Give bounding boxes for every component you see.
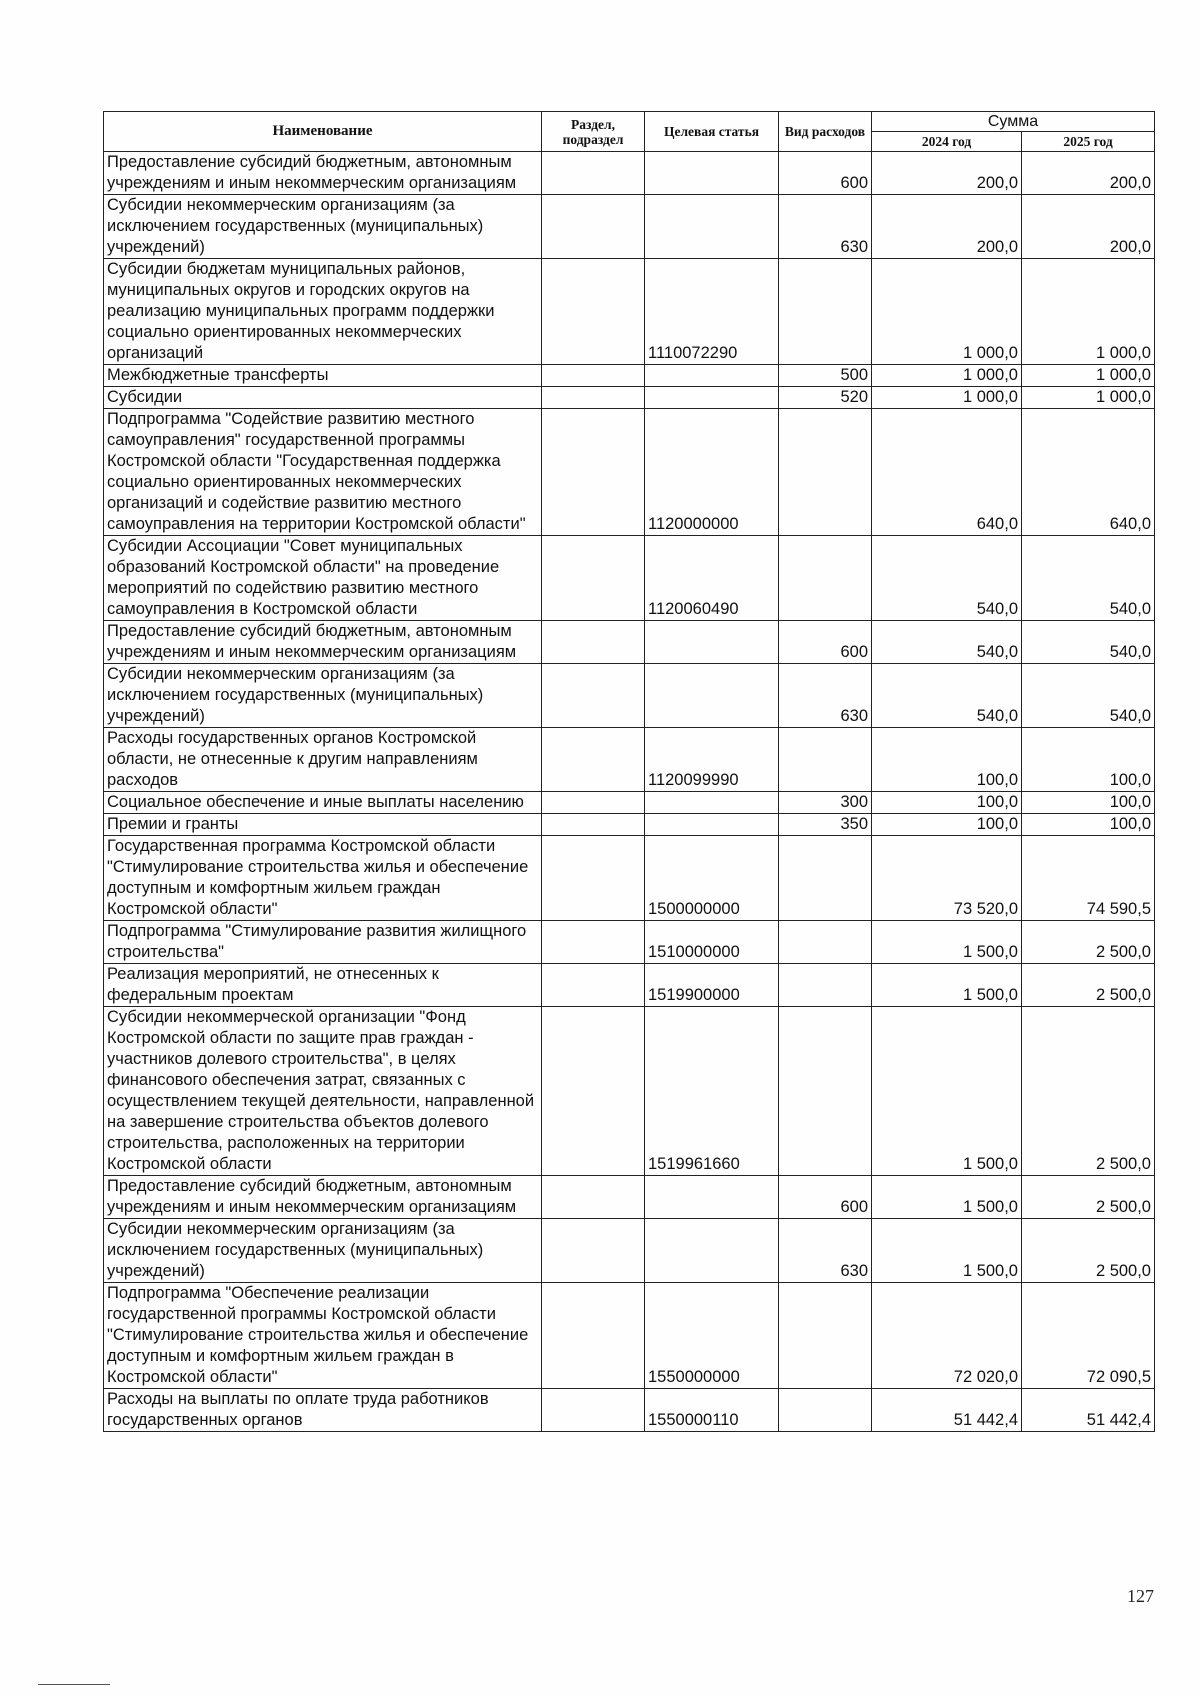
row-section: [542, 1219, 645, 1283]
header-kind: Вид расходов: [779, 112, 872, 152]
row-section: [542, 621, 645, 664]
row-section: [542, 814, 645, 836]
row-section: [542, 836, 645, 921]
row-name: Субсидии некоммерческим организациям (за исключением государственных (муниципальных) учреждений): [104, 195, 542, 259]
row-target-code: [645, 621, 779, 664]
row-name: Субсидии Ассоциации "Совет муниципальных образований Костромской области" на проведение мероприятий по содействию развитию местного самоуправления в Костромской области: [104, 536, 542, 621]
row-sum-2024: 1 000,0: [872, 387, 1022, 409]
row-name: Подпрограмма "Содействие развитию местного самоуправления" государственной программы Костромской области "Государственная поддержка социально ориентированных некоммерческих организаций и содействие развитию местного самоуправления на территории Костромской области": [104, 409, 542, 536]
row-name: Реализация мероприятий, не отнесенных к федеральным проектам: [104, 964, 542, 1007]
header-section: Раздел, подраздел: [542, 112, 645, 152]
row-expense-kind: [779, 1283, 872, 1389]
row-sum-2024: 100,0: [872, 814, 1022, 836]
row-name: Субсидии: [104, 387, 542, 409]
row-sum-2024: 1 000,0: [872, 365, 1022, 387]
row-target-code: [645, 792, 779, 814]
table-row: [104, 536, 1155, 621]
row-target-code: [645, 387, 779, 409]
row-sum-2024: 200,0: [872, 152, 1022, 195]
table-row: [104, 836, 1155, 921]
row-expense-kind: 630: [779, 195, 872, 259]
row-sum-2024: 100,0: [872, 728, 1022, 792]
row-target-code: [645, 814, 779, 836]
row-section: [542, 728, 645, 792]
table-row: [104, 152, 1155, 195]
row-expense-kind: 520: [779, 387, 872, 409]
row-sum-2025: 74 590,5: [1022, 836, 1155, 921]
row-expense-kind: [779, 259, 872, 365]
table-row: [104, 1219, 1155, 1283]
table-row: [104, 814, 1155, 836]
header-target: Целевая статья: [645, 112, 779, 152]
row-expense-kind: [779, 409, 872, 536]
row-sum-2025: 100,0: [1022, 792, 1155, 814]
row-sum-2025: 540,0: [1022, 664, 1155, 728]
row-expense-kind: 600: [779, 152, 872, 195]
row-section: [542, 387, 645, 409]
row-name: Социальное обеспечение и иные выплаты населению: [104, 792, 542, 814]
row-sum-2024: 1 500,0: [872, 1219, 1022, 1283]
row-target-code: 1120000000: [645, 409, 779, 536]
row-name: Премии и гранты: [104, 814, 542, 836]
budget-table: [103, 111, 1155, 1432]
row-sum-2024: 1 500,0: [872, 1007, 1022, 1176]
row-target-code: 1500000000: [645, 836, 779, 921]
header-year-2024: 2024 год: [872, 132, 1022, 152]
row-name: Государственная программа Костромской области "Стимулирование строительства жилья и обеспечение доступным и комфортным жильем граждан Костромской области": [104, 836, 542, 921]
row-name: Предоставление субсидий бюджетным, автономным учреждениям и иным некоммерческим организациям: [104, 621, 542, 664]
row-sum-2025: 2 500,0: [1022, 1219, 1155, 1283]
table-row: [104, 728, 1155, 792]
row-expense-kind: 600: [779, 1176, 872, 1219]
row-sum-2025: 2 500,0: [1022, 921, 1155, 964]
row-sum-2025: 200,0: [1022, 152, 1155, 195]
table-row: [104, 195, 1155, 259]
row-section: [542, 1176, 645, 1219]
header-name: Наименование: [104, 112, 542, 152]
row-sum-2025: 2 500,0: [1022, 964, 1155, 1007]
row-sum-2024: 540,0: [872, 536, 1022, 621]
row-sum-2024: 540,0: [872, 664, 1022, 728]
row-target-code: 1110072290: [645, 259, 779, 365]
row-sum-2024: 73 520,0: [872, 836, 1022, 921]
table-header: [104, 112, 1155, 152]
row-expense-kind: 630: [779, 1219, 872, 1283]
row-expense-kind: [779, 964, 872, 1007]
row-section: [542, 921, 645, 964]
row-name: Расходы государственных органов Костромской области, не отнесенные к другим направлениям расходов: [104, 728, 542, 792]
table-row: [104, 1283, 1155, 1389]
row-sum-2024: 640,0: [872, 409, 1022, 536]
row-sum-2025: 100,0: [1022, 728, 1155, 792]
row-section: [542, 964, 645, 1007]
table-row: [104, 792, 1155, 814]
row-target-code: [645, 1176, 779, 1219]
table-row: [104, 409, 1155, 536]
row-sum-2025: 640,0: [1022, 409, 1155, 536]
row-target-code: 1519961660: [645, 1007, 779, 1176]
row-section: [542, 409, 645, 536]
table-row: [104, 1389, 1155, 1432]
row-sum-2025: 1 000,0: [1022, 387, 1155, 409]
row-expense-kind: [779, 536, 872, 621]
row-section: [542, 1283, 645, 1389]
table-row: [104, 1007, 1155, 1176]
row-sum-2024: 1 500,0: [872, 964, 1022, 1007]
table-row: [104, 387, 1155, 409]
row-section: [542, 152, 645, 195]
row-sum-2024: 72 020,0: [872, 1283, 1022, 1389]
row-section: [542, 1007, 645, 1176]
row-sum-2024: 1 000,0: [872, 259, 1022, 365]
row-name: Межбюджетные трансферты: [104, 365, 542, 387]
row-section: [542, 664, 645, 728]
row-sum-2025: 51 442,4: [1022, 1389, 1155, 1432]
row-expense-kind: 300: [779, 792, 872, 814]
header-year-2025: 2025 год: [1022, 132, 1155, 152]
row-sum-2024: 100,0: [872, 792, 1022, 814]
row-sum-2025: 200,0: [1022, 195, 1155, 259]
row-name: Субсидии некоммерческим организациям (за исключением государственных (муниципальных) учреждений): [104, 664, 542, 728]
row-expense-kind: [779, 1389, 872, 1432]
row-sum-2024: 200,0: [872, 195, 1022, 259]
row-name: Подпрограмма "Обеспечение реализации государственной программы Костромской области "Стимулирование строительства жилья и обеспечение доступным и комфортным жильем граждан в Костромской области": [104, 1283, 542, 1389]
table-row: [104, 664, 1155, 728]
row-sum-2024: 1 500,0: [872, 921, 1022, 964]
row-expense-kind: [779, 836, 872, 921]
row-sum-2025: 1 000,0: [1022, 259, 1155, 365]
row-expense-kind: [779, 728, 872, 792]
page-number: 127: [1127, 1586, 1154, 1606]
row-section: [542, 792, 645, 814]
row-expense-kind: 600: [779, 621, 872, 664]
row-expense-kind: [779, 1007, 872, 1176]
row-target-code: 1519900000: [645, 964, 779, 1007]
table-row: [104, 1176, 1155, 1219]
table-row: [104, 621, 1155, 664]
row-section: [542, 365, 645, 387]
row-target-code: 1510000000: [645, 921, 779, 964]
row-section: [542, 1389, 645, 1432]
row-sum-2025: 2 500,0: [1022, 1176, 1155, 1219]
row-name: Расходы на выплаты по оплате труда работников государственных органов: [104, 1389, 542, 1432]
table-body: [104, 152, 1155, 1432]
row-sum-2024: 540,0: [872, 621, 1022, 664]
footer-rule: [38, 1684, 110, 1685]
row-target-code: [645, 1219, 779, 1283]
row-target-code: 1550000000: [645, 1283, 779, 1389]
row-target-code: 1120060490: [645, 536, 779, 621]
table-row: [104, 921, 1155, 964]
row-target-code: [645, 365, 779, 387]
row-section: [542, 195, 645, 259]
row-sum-2025: 2 500,0: [1022, 1007, 1155, 1176]
table-row: [104, 964, 1155, 1007]
row-target-code: 1120099990: [645, 728, 779, 792]
row-name: Субсидии некоммерческим организациям (за исключением государственных (муниципальных) учреждений): [104, 1219, 542, 1283]
row-target-code: 1550000110: [645, 1389, 779, 1432]
row-name: Предоставление субсидий бюджетным, автономным учреждениям и иным некоммерческим организациям: [104, 152, 542, 195]
row-target-code: [645, 152, 779, 195]
row-sum-2025: 1 000,0: [1022, 365, 1155, 387]
row-sum-2025: 540,0: [1022, 621, 1155, 664]
row-sum-2025: 540,0: [1022, 536, 1155, 621]
table-row: [104, 365, 1155, 387]
row-expense-kind: [779, 921, 872, 964]
row-target-code: [645, 664, 779, 728]
row-expense-kind: 630: [779, 664, 872, 728]
row-target-code: [645, 195, 779, 259]
row-section: [542, 259, 645, 365]
row-name: Предоставление субсидий бюджетным, автономным учреждениям и иным некоммерческим организациям: [104, 1176, 542, 1219]
table-row: [104, 259, 1155, 365]
row-name: Подпрограмма "Стимулирование развития жилищного строительства": [104, 921, 542, 964]
row-sum-2024: 1 500,0: [872, 1176, 1022, 1219]
row-sum-2024: 51 442,4: [872, 1389, 1022, 1432]
row-name: Субсидии некоммерческой организации "Фонд Костромской области по защите прав граждан - участников долевого строительства", в целях финансового обеспечения затрат, связанных с осуществлением текущей деятельности, направленной на завершение строительства объектов долевого строительства, расположенных на территории Костромской области: [104, 1007, 542, 1176]
row-sum-2025: 72 090,5: [1022, 1283, 1155, 1389]
row-expense-kind: 350: [779, 814, 872, 836]
row-name: Субсидии бюджетам муниципальных районов, муниципальных округов и городских округов на реализацию муниципальных программ поддержки социально ориентированных некоммерческих организаций: [104, 259, 542, 365]
row-expense-kind: 500: [779, 365, 872, 387]
header-sum: Сумма: [872, 112, 1155, 132]
row-sum-2025: 100,0: [1022, 814, 1155, 836]
row-section: [542, 536, 645, 621]
